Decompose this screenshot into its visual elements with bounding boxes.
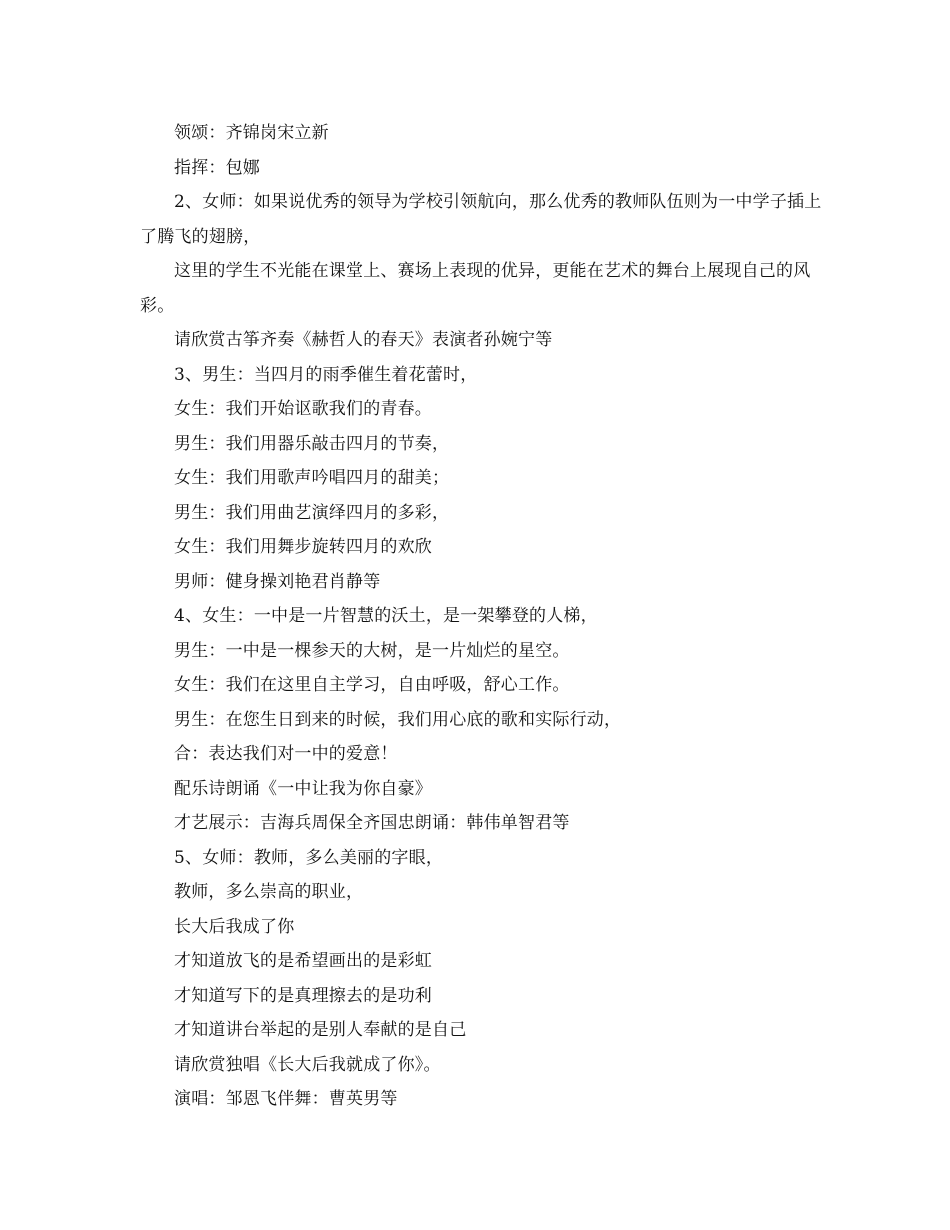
paragraph-male-student-opera: 男生：我们用曲艺演绎四月的多彩， — [174, 502, 450, 523]
paragraph-female-student-song: 女生：我们用歌声吟唱四月的甜美； — [174, 468, 450, 488]
paragraph-male-student-rhythm: 男生：我们用器乐敲击四月的节奏， — [174, 433, 450, 454]
paragraph-solo-program: 请欣赏独唱《长大后我就成了你》。 — [174, 1054, 441, 1075]
paragraph-male-student-birthday: 男生：在您生日到来的时候，我们用心底的歌和实际行动， — [174, 709, 622, 730]
paragraph-female-teacher-word: 5、女师：教师，多么美丽的字眼， — [174, 847, 444, 868]
paragraph-female-student-dance: 女生：我们用舞步旋转四月的欢欣 — [174, 537, 432, 557]
paragraph-together-love: 合：表达我们对一中的爱意！ — [174, 744, 398, 764]
paragraph-talent-show: 才艺展示：吉海兵周保全齐国忠朗诵：韩伟单智君等 — [174, 813, 570, 833]
paragraph-male-student-april: 3、男生：当四月的雨季催生着花蕾时， — [174, 364, 478, 385]
paragraph-truth-fame: 才知道写下的是真理擦去的是功利 — [174, 985, 432, 1006]
paragraph-aerobics-program: 男师：健身操刘艳君肖静等 — [174, 571, 381, 592]
paragraph-female-student-soil: 4、女生：一中是一片智慧的沃土，是一架攀登的人梯， — [174, 606, 598, 626]
paragraph-teacher-profession: 教师，多么崇高的职业， — [174, 882, 364, 902]
paragraph-female-teacher-intro: 2、女师：如果说优秀的领导为学校引领航向，那么优秀的教师队伍则为一中学子插上了腾飞的翅膀， — [140, 192, 822, 247]
paragraph-male-student-tree: 男生：一中是一棵参天的大树，是一片灿烂的星空。 — [174, 640, 570, 661]
paragraph-students-art: 这里的学生不光能在课堂上、赛场上表现的优异，更能在艺术的舞台上展现自己的风彩。 — [140, 261, 811, 316]
paragraph-female-student-youth: 女生：我们开始讴歌我们的青春。 — [174, 399, 432, 419]
paragraph-conductor: 指挥：包娜 — [174, 157, 260, 178]
paragraph-female-student-study: 女生：我们在这里自主学习，自由呼吸，舒心工作。 — [174, 675, 570, 695]
paragraph-podium-self: 才知道讲台举起的是别人奉献的是自己 — [174, 1020, 467, 1040]
paragraph-poetry-recital: 配乐诗朗诵《一中让我为你自豪》 — [174, 778, 432, 799]
paragraph-hope-rainbow: 才知道放飞的是希望画出的是彩虹 — [174, 951, 432, 971]
paragraph-grew-up: 长大后我成了你 — [174, 916, 295, 937]
paragraph-lead-reciters: 领颂：齐锦岗宋立新 — [174, 123, 329, 143]
paragraph-singer-dancers: 演唱：邹恩飞伴舞：曹英男等 — [174, 1089, 398, 1109]
paragraph-guzheng-program: 请欣赏古筝齐奏《赫哲人的春天》表演者孙婉宁等 — [174, 330, 553, 350]
